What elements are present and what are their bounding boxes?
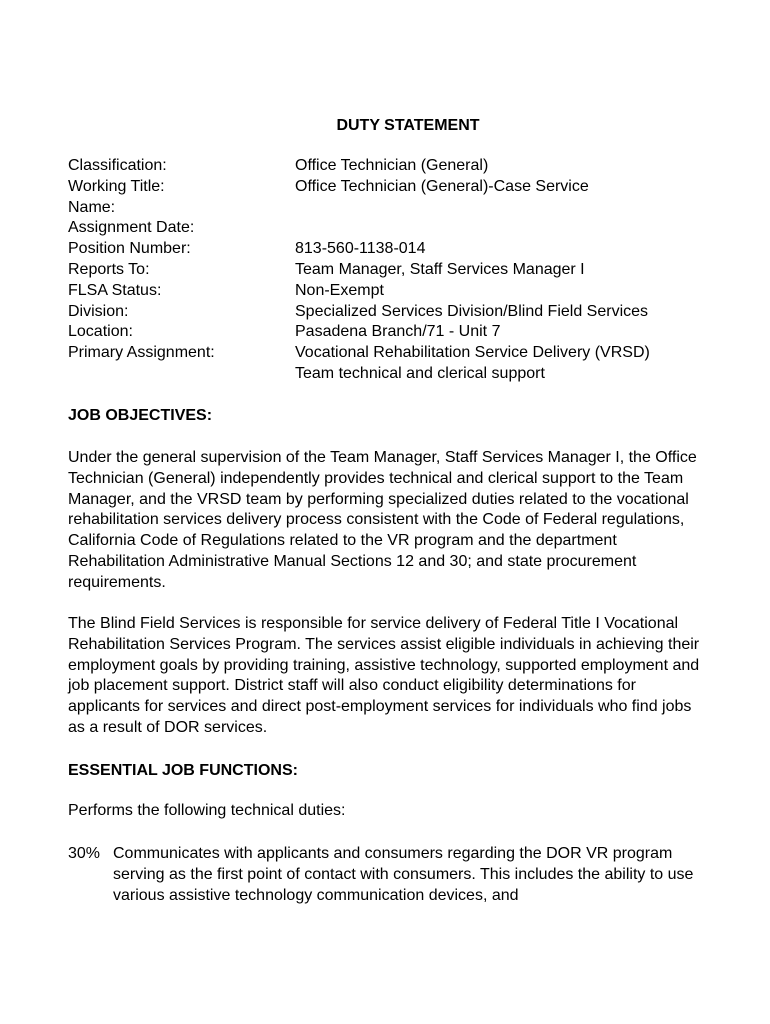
field-row-position-number — [68, 239, 708, 260]
program-description-paragraph: The Blind Field Services is responsible for service delivery of Federal Title I Vocational Rehabilitation Services Program. The services assist eligible individuals in achieving their employment goals by providing training, assistive technology, supported employment and job placement support. District staff will also conduct eligibility determinations for applicants for services and direct post-employment services for individuals who find jobs as a result of DOR services. — [68, 615, 700, 736]
field-value: Office Technician (General)-Case Service — [295, 177, 589, 195]
field-value — [295, 218, 708, 239]
field-row-assignment-date — [68, 218, 708, 239]
duty-text: Communicates with applicants and consumers regarding the DOR VR program serving as the first point of contact with consumers. This includes the ability to use various assistive technology communication devices, and — [113, 845, 694, 904]
field-value: Vocational Rehabilitation Service Delivery (VRSD) Team technical and clerical support — [295, 344, 650, 382]
document-title: DUTY STATEMENT — [336, 117, 480, 134]
field-row-division — [68, 302, 708, 323]
field-label: Name: — [68, 198, 116, 216]
field-value — [295, 198, 708, 219]
duty-percent: 30% — [68, 845, 101, 862]
duty-item — [68, 844, 708, 906]
job-objectives-paragraph: Under the general supervision of the Team Manager, Staff Services Manager I, the Office Technician (General) independently provides technical and clerical support to the Team Manager, and the VRSD team by performing specialized duties related to the vocational rehabilitation services delivery process consistent with the Code of Federal regulations, California Code of Regulations related to the VR program and the department Rehabilitation Administrative Manual Sections 12 and 30; and state procurement requirements. — [68, 449, 697, 591]
field-value: Pasadena Branch/71 - Unit 7 — [295, 323, 501, 341]
field-row-working-title — [68, 177, 708, 198]
field-label: Location: — [68, 323, 133, 341]
field-label: Position Number: — [68, 240, 191, 258]
field-row-primary-assignment — [68, 343, 708, 385]
field-row-name — [68, 198, 708, 219]
field-row-classification — [68, 156, 708, 177]
field-label: FLSA Status: — [68, 281, 162, 299]
field-value: Specialized Services Division/Blind Field Services — [295, 302, 649, 320]
field-row-location — [68, 322, 708, 343]
field-row-flsa-status — [68, 281, 708, 302]
field-value: Non-Exempt — [295, 281, 384, 299]
field-label: Classification: — [68, 157, 167, 174]
field-label: Primary Assignment: — [68, 344, 215, 362]
field-label: Assignment Date: — [68, 219, 195, 237]
field-label: Division: — [68, 302, 129, 320]
field-value: 813-560-1138-014 — [295, 240, 426, 258]
field-label: Reports To: — [68, 260, 150, 278]
field-row-reports-to — [68, 260, 708, 281]
duties-intro: Performs the following technical duties: — [68, 802, 346, 819]
field-value: Office Technician (General) — [295, 157, 489, 174]
essential-functions-heading: ESSENTIAL JOB FUNCTIONS: — [68, 762, 298, 779]
field-label: Working Title: — [68, 177, 165, 195]
position-info-table — [68, 156, 708, 385]
field-value: Team Manager, Staff Services Manager I — [295, 260, 585, 278]
job-objectives-heading: JOB OBJECTIVES: — [68, 407, 213, 424]
